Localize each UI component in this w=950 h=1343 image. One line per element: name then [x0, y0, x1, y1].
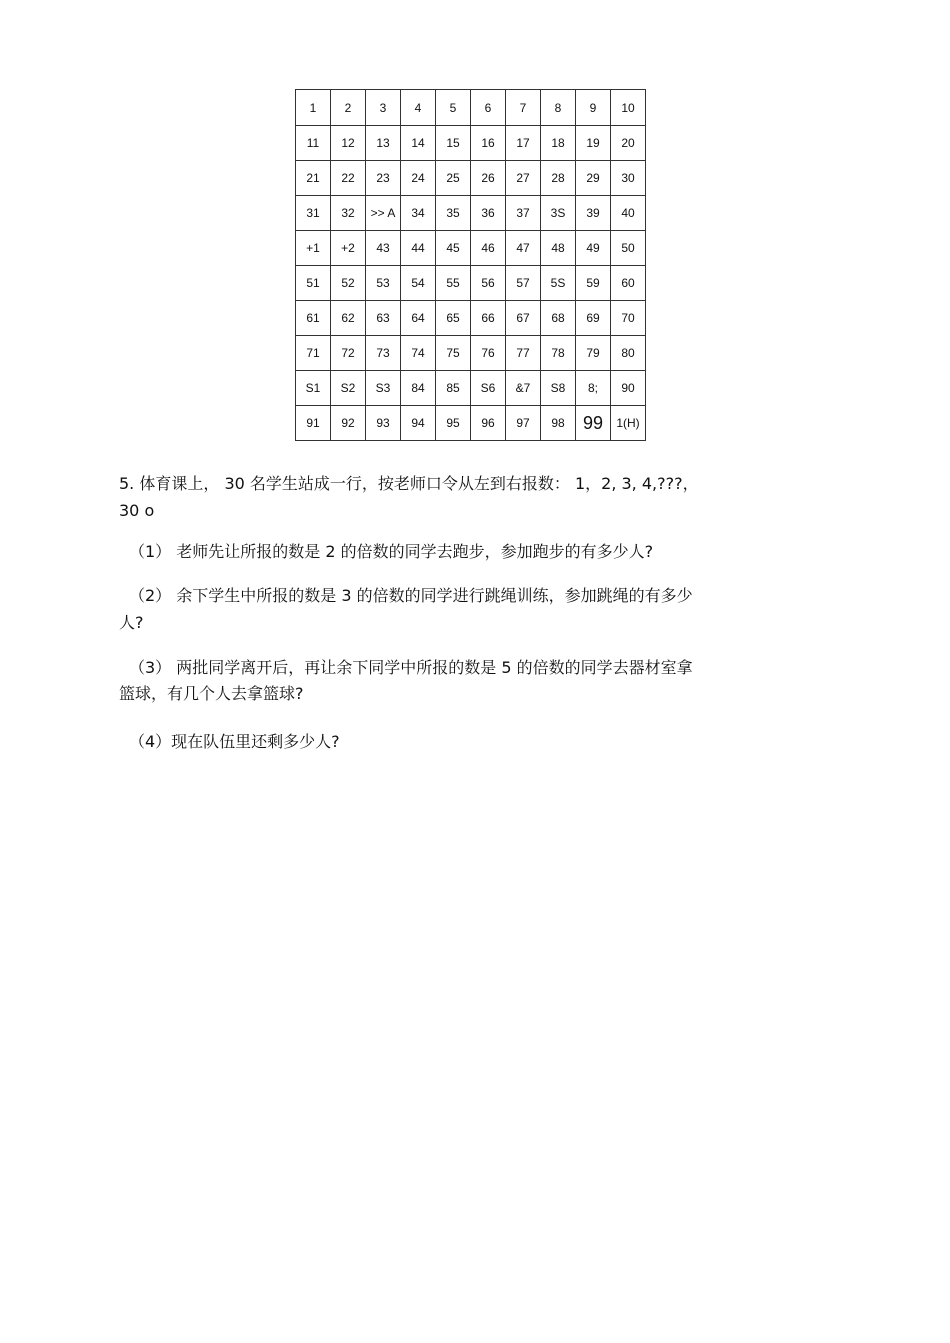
grid-cell: 60	[611, 266, 646, 301]
grid-cell: 29	[576, 161, 611, 196]
grid-row	[296, 231, 646, 266]
grid-cell: 7	[506, 90, 541, 126]
grid-cell: 59	[576, 266, 611, 301]
grid-row	[296, 90, 646, 126]
grid-cell: 36	[471, 196, 506, 231]
grid-cell: S8	[541, 371, 576, 406]
grid-cell: 49	[576, 231, 611, 266]
grid-cell: 30	[611, 161, 646, 196]
grid-cell: 84	[401, 371, 436, 406]
grid-cell: 68	[541, 301, 576, 336]
grid-cell: S2	[331, 371, 366, 406]
grid-cell: 19	[576, 126, 611, 161]
grid-cell: 79	[576, 336, 611, 371]
grid-cell: 96	[471, 406, 506, 441]
grid-cell: 54	[401, 266, 436, 301]
grid-cell: 63	[366, 301, 401, 336]
grid-cell: 17	[506, 126, 541, 161]
grid-cell: +2	[331, 231, 366, 266]
grid-cell: >> A	[366, 196, 401, 231]
problem-intro-line2: 30 o	[119, 501, 155, 520]
grid-cell: 28	[541, 161, 576, 196]
grid-cell: 11	[296, 126, 331, 161]
grid-cell: 92	[331, 406, 366, 441]
grid-cell: 34	[401, 196, 436, 231]
grid-cell: 75	[436, 336, 471, 371]
grid-cell: 2	[331, 90, 366, 126]
grid-cell: 73	[366, 336, 401, 371]
grid-row	[296, 301, 646, 336]
grid-cell: 35	[436, 196, 471, 231]
grid-row	[296, 126, 646, 161]
grid-row	[296, 406, 646, 441]
grid-cell: 27	[506, 161, 541, 196]
grid-cell: 22	[331, 161, 366, 196]
grid-cell: 65	[436, 301, 471, 336]
grid-cell: 74	[401, 336, 436, 371]
grid-cell: 3	[366, 90, 401, 126]
grid-cell: 1(H)	[611, 406, 646, 441]
grid-cell: 51	[296, 266, 331, 301]
grid-cell: 71	[296, 336, 331, 371]
grid-cell: 5	[436, 90, 471, 126]
question-2-line1: （2） 余下学生中所报的数是 3 的倍数的同学进行跳绳训练，参加跳绳的有多少	[129, 586, 693, 605]
grid-cell: 24	[401, 161, 436, 196]
grid-row	[296, 196, 646, 231]
grid-cell: 48	[541, 231, 576, 266]
grid-cell: 50	[611, 231, 646, 266]
grid-cell: 91	[296, 406, 331, 441]
grid-cell: 16	[471, 126, 506, 161]
grid-cell: +1	[296, 231, 331, 266]
problem-intro-line1: 5. 体育课上， 30 名学生站成一行，按老师口令从左到右报数： 1，2, 3, 4,???，	[119, 474, 699, 493]
grid-cell: 43	[366, 231, 401, 266]
grid-cell: 23	[366, 161, 401, 196]
grid-cell: 94	[401, 406, 436, 441]
grid-cell: 77	[506, 336, 541, 371]
grid-cell: 47	[506, 231, 541, 266]
grid-cell: 69	[576, 301, 611, 336]
grid-cell: 10	[611, 90, 646, 126]
grid-cell: 80	[611, 336, 646, 371]
grid-cell: 9	[576, 90, 611, 126]
grid-cell: 32	[331, 196, 366, 231]
grid-cell: &7	[506, 371, 541, 406]
grid-cell: 98	[541, 406, 576, 441]
grid-cell: 66	[471, 301, 506, 336]
grid-cell: 40	[611, 196, 646, 231]
grid-cell: 4	[401, 90, 436, 126]
question-3-line1: （3） 两批同学离开后，再让余下同学中所报的数是 5 的倍数的同学去器材室拿	[129, 658, 693, 677]
grid-cell: 93	[366, 406, 401, 441]
grid-cell: 37	[506, 196, 541, 231]
grid-cell: S6	[471, 371, 506, 406]
grid-cell: S3	[366, 371, 401, 406]
grid-cell: 6	[471, 90, 506, 126]
grid-cell: 20	[611, 126, 646, 161]
grid-cell: 8;	[576, 371, 611, 406]
grid-cell: 64	[401, 301, 436, 336]
grid-cell: 46	[471, 231, 506, 266]
grid-cell: 57	[506, 266, 541, 301]
grid-cell: 5S	[541, 266, 576, 301]
grid-cell: 61	[296, 301, 331, 336]
grid-cell: 3S	[541, 196, 576, 231]
question-1: （1） 老师先让所报的数是 2 的倍数的同学去跑步，参加跑步的有多少人?	[129, 542, 654, 561]
grid-cell: 72	[331, 336, 366, 371]
grid-row	[296, 336, 646, 371]
grid-cell: 8	[541, 90, 576, 126]
grid-cell: 70	[611, 301, 646, 336]
grid-row	[296, 266, 646, 301]
grid-cell: 53	[366, 266, 401, 301]
grid-row	[296, 161, 646, 196]
grid-cell: 97	[506, 406, 541, 441]
grid-cell: 25	[436, 161, 471, 196]
grid-cell: 52	[331, 266, 366, 301]
grid-cell: 31	[296, 196, 331, 231]
grid-cell: 21	[296, 161, 331, 196]
grid-cell: 56	[471, 266, 506, 301]
question-4: （4）现在队伍里还剩多少人?	[129, 732, 340, 751]
grid-cell: 78	[541, 336, 576, 371]
grid-cell: 62	[331, 301, 366, 336]
grid-cell: 90	[611, 371, 646, 406]
grid-cell: 13	[366, 126, 401, 161]
grid-cell: 45	[436, 231, 471, 266]
grid-cell: 26	[471, 161, 506, 196]
grid-cell: 99	[576, 406, 611, 441]
grid-cell: 85	[436, 371, 471, 406]
grid-cell: 39	[576, 196, 611, 231]
number-grid	[295, 89, 646, 441]
question-2-line2: 人?	[119, 613, 144, 632]
question-3-line2: 篮球，有几个人去拿篮球?	[119, 684, 304, 703]
grid-cell: 44	[401, 231, 436, 266]
grid-row	[296, 371, 646, 406]
grid-cell: S1	[296, 371, 331, 406]
grid-cell: 18	[541, 126, 576, 161]
grid-cell: 15	[436, 126, 471, 161]
grid-cell: 12	[331, 126, 366, 161]
grid-cell: 67	[506, 301, 541, 336]
grid-cell: 1	[296, 90, 331, 126]
grid-cell: 76	[471, 336, 506, 371]
grid-cell: 95	[436, 406, 471, 441]
grid-cell: 55	[436, 266, 471, 301]
grid-cell: 14	[401, 126, 436, 161]
